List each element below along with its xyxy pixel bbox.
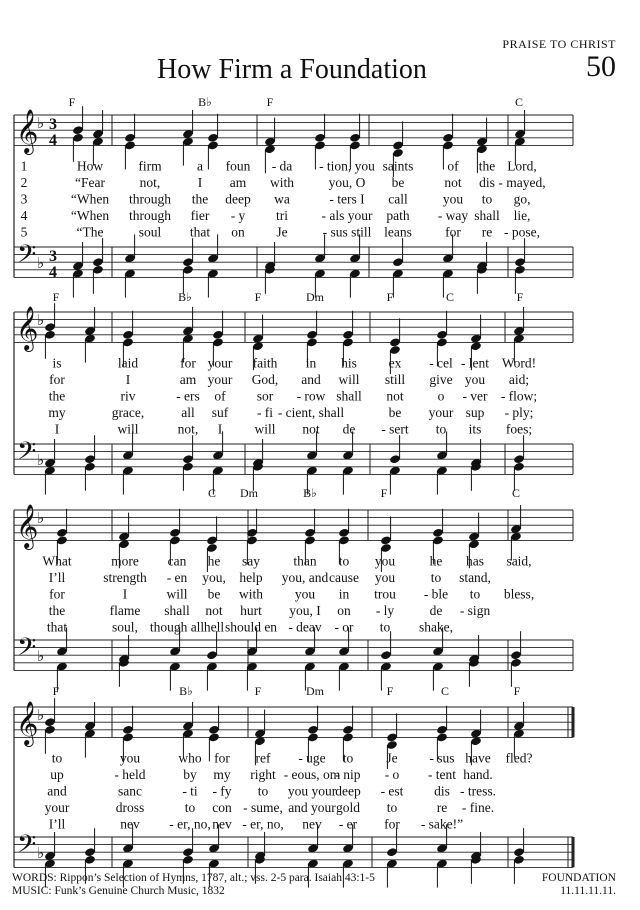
lyric-syllable: the xyxy=(478,158,496,174)
lyric-syllable: - ble xyxy=(423,586,449,602)
lyric-syllable: should en xyxy=(224,619,278,635)
lyric-syllable: will xyxy=(254,421,276,437)
lyric-syllable: - er, no, xyxy=(169,816,211,832)
lyric-syllable: be xyxy=(207,586,221,602)
treble-staff xyxy=(14,707,573,737)
lyric-syllable: o xyxy=(437,388,445,404)
lyric-syllable: saints xyxy=(382,158,414,174)
treble-clef-icon: 𝄞 xyxy=(16,306,39,350)
lyric-syllable: not xyxy=(205,602,223,618)
chord-symbol: Dm xyxy=(306,290,324,304)
chord-symbol: Dm xyxy=(240,486,258,500)
lyric-syllable: laid xyxy=(117,355,139,371)
lyric-syllable: aid; xyxy=(508,371,530,387)
lyric-syllable: for xyxy=(384,816,400,832)
lyric-syllable: the xyxy=(48,388,66,404)
lyric-syllable: that xyxy=(46,619,68,635)
bass-clef-icon: 𝄢 xyxy=(17,633,37,668)
lyric-syllable: - mayed, xyxy=(498,174,546,190)
lyric-syllable: con xyxy=(212,799,232,815)
lyric-syllable: - held xyxy=(114,766,146,782)
hymn-title: How Firm a Foundation xyxy=(157,54,427,85)
flat-icon: ♭ xyxy=(37,313,45,329)
lyric-syllable: the xyxy=(191,191,209,207)
lyric-syllable: you xyxy=(374,553,396,569)
bass-clef-icon: 𝄢 xyxy=(17,437,37,472)
chord-symbol: F xyxy=(52,684,60,698)
lyric-syllable: firm xyxy=(138,158,162,174)
lyric-syllable: Je xyxy=(386,750,398,766)
flat-icon: ♭ xyxy=(37,453,45,469)
lyric-syllable: - cel xyxy=(429,355,453,371)
lyric-syllable: of xyxy=(214,388,226,404)
lyric-syllable: - als your xyxy=(321,207,373,223)
lyric-syllable: have xyxy=(465,750,491,766)
lyric-syllable: I xyxy=(197,174,203,190)
chord-symbol: F xyxy=(513,684,521,698)
lyric-syllable: shall xyxy=(164,602,190,618)
lyric-syllable: faith xyxy=(252,355,278,371)
verse-number: 1 xyxy=(20,158,28,174)
lyric-syllable: with xyxy=(238,586,264,602)
hymn-category: PRAISE TO CHRIST xyxy=(502,37,616,51)
lyric-syllable: “The xyxy=(76,224,104,240)
lyric-syllable: - da xyxy=(271,158,293,174)
lyric-syllable: - sake!” xyxy=(420,816,464,832)
lyric-syllable: for xyxy=(49,371,65,387)
lyric-syllable: - er xyxy=(338,816,358,832)
lyric-syllable: - uge xyxy=(298,750,326,766)
lyric-syllable: you, O xyxy=(328,174,366,190)
lyric-syllable: path xyxy=(386,207,410,223)
lyric-syllable: who xyxy=(178,750,202,766)
lyric-syllable: ex xyxy=(388,355,402,371)
lyric-syllable: nev xyxy=(302,816,322,832)
lyric-syllable: - y xyxy=(230,207,246,223)
lyric-syllable: - cient, shall xyxy=(277,404,345,420)
treble-staff xyxy=(14,312,573,342)
lyric-syllable: be xyxy=(388,404,402,420)
lyric-syllable: up xyxy=(50,766,64,782)
chord-symbol: F xyxy=(68,95,76,109)
lyric-syllable: - sus still xyxy=(322,224,372,240)
lyric-syllable: - way xyxy=(437,207,469,223)
lyric-syllable: - sus xyxy=(429,750,455,766)
lyric-syllable: - eous, om xyxy=(283,766,341,782)
bass-staff xyxy=(14,640,573,670)
lyric-syllable: to xyxy=(51,750,63,766)
lyric-syllable: say xyxy=(242,553,260,569)
lyric-syllable: - tent xyxy=(427,766,457,782)
lyric-syllable: trou xyxy=(374,586,396,602)
chord-symbol: F xyxy=(254,290,262,304)
flat-icon: ♭ xyxy=(37,116,45,132)
flat-icon: ♭ xyxy=(37,846,45,862)
lyric-syllable: Word! xyxy=(501,355,537,371)
lyric-syllable: will xyxy=(166,586,188,602)
lyric-syllable: de xyxy=(342,421,356,437)
lyric-syllable: hurt xyxy=(240,602,262,618)
lyric-syllable: your xyxy=(207,355,233,371)
chord-symbol: B♭ xyxy=(303,486,317,500)
lyric-syllable: stand, xyxy=(459,569,491,585)
lyric-syllable: sup xyxy=(465,404,485,420)
lyric-syllable: I’ll xyxy=(48,569,66,585)
treble-clef-icon: 𝄞 xyxy=(16,109,39,153)
lyric-syllable: - er, no, xyxy=(242,816,284,832)
lyric-syllable: tri xyxy=(276,207,288,223)
lyric-syllable: - sign xyxy=(459,602,491,618)
chord-symbol: F xyxy=(52,290,60,304)
lyric-syllable: - lent xyxy=(460,355,490,371)
lyric-syllable: not xyxy=(386,388,404,404)
lyric-syllable: I xyxy=(125,371,131,387)
lyric-syllable: to xyxy=(430,569,442,585)
lyric-syllable: the xyxy=(48,602,66,618)
lyric-syllable: “Fear xyxy=(75,174,105,190)
flat-icon: ♭ xyxy=(37,708,45,724)
lyric-syllable: dross xyxy=(115,799,145,815)
lyric-syllable: give xyxy=(429,371,453,387)
lyric-syllable: - fine. xyxy=(461,799,495,815)
lyric-syllable: dis xyxy=(434,783,450,799)
lyric-syllable: foun xyxy=(225,158,251,174)
verse-number: 3 xyxy=(20,191,28,207)
lyric-syllable: fled? xyxy=(505,750,533,766)
lyric-syllable: for xyxy=(214,750,230,766)
lyric-syllable: help xyxy=(239,569,263,585)
lyric-syllable: to xyxy=(338,553,350,569)
bass-staff xyxy=(14,444,573,474)
lyric-syllable: - tress. xyxy=(460,783,496,799)
hymn-number: 50 xyxy=(586,50,616,83)
lyric-syllable: How xyxy=(76,158,104,174)
chord-symbol: F xyxy=(266,95,274,109)
lyric-syllable: - ers xyxy=(176,388,200,404)
lyric-syllable: I’ll xyxy=(48,816,66,832)
lyric-syllable: I xyxy=(122,586,128,602)
lyric-syllable: fier xyxy=(190,207,210,223)
words-credit: WORDS: Rippon’s Selection of Hymns, 1787, alt.; vss. 2-5 para. Isaiah 43:1-5 xyxy=(12,872,375,884)
lyric-syllable: not xyxy=(302,421,320,437)
lyric-syllable: shake, xyxy=(418,619,454,635)
lyric-syllable: dis xyxy=(479,174,495,190)
lyric-syllable: - ly xyxy=(375,602,395,618)
lyric-syllable: my xyxy=(213,766,231,782)
lyric-syllable: more xyxy=(111,553,139,569)
lyric-syllable: though all xyxy=(149,619,205,635)
chord-symbol: Dm xyxy=(306,684,324,698)
lyric-syllable: bless, xyxy=(503,586,535,602)
lyric-syllable: you, and xyxy=(281,569,329,585)
chord-symbol: C xyxy=(511,486,521,500)
lyric-syllable: - nip xyxy=(335,766,361,782)
lyric-syllable: gold xyxy=(335,799,361,815)
chord-symbol: F xyxy=(386,684,394,698)
lyric-syllable: for xyxy=(49,586,65,602)
lyric-syllable: he xyxy=(429,553,443,569)
lyric-syllable: than xyxy=(293,553,317,569)
lyric-syllable: your xyxy=(207,371,233,387)
lyric-syllable: am xyxy=(179,371,197,387)
lyric-syllable: am xyxy=(229,174,247,190)
lyric-syllable: and xyxy=(47,783,67,799)
lyric-syllable: re xyxy=(481,224,493,240)
lyric-syllable: - or xyxy=(334,619,354,635)
lyric-syllable: - fy xyxy=(212,783,232,799)
lyric-syllable: in xyxy=(338,586,350,602)
lyric-syllable: you xyxy=(464,371,486,387)
lyric-syllable: Je xyxy=(276,224,288,240)
lyric-syllable: - fi xyxy=(256,404,274,420)
lyric-syllable: not, xyxy=(139,174,161,190)
lyric-syllable: I xyxy=(54,421,60,437)
flat-icon: ♭ xyxy=(37,649,45,665)
lyric-syllable: strength xyxy=(103,569,147,585)
lyric-syllable: - est xyxy=(380,783,404,799)
lyric-syllable: - sert xyxy=(381,421,409,437)
lyric-syllable: and xyxy=(301,371,321,387)
lyric-syllable: can xyxy=(167,553,187,569)
lyric-syllable: to xyxy=(257,783,269,799)
time-signature-top: 3 xyxy=(49,116,57,133)
lyric-syllable: for xyxy=(180,355,196,371)
lyric-syllable: with xyxy=(269,174,295,190)
lyric-syllable: to xyxy=(481,191,493,207)
lyric-syllable: in xyxy=(305,355,317,371)
lyric-syllable: you xyxy=(119,750,141,766)
lyric-syllable: soul, xyxy=(112,619,138,635)
lyric-syllable: on xyxy=(337,602,351,618)
chord-symbol: C xyxy=(440,684,450,698)
lyric-syllable: flame xyxy=(109,602,141,618)
chord-symbol: B♭ xyxy=(179,684,193,698)
lyric-syllable: to xyxy=(342,750,354,766)
music-credit: MUSIC: Funk’s Genuine Church Music, 1832 xyxy=(12,885,225,897)
lyric-syllable: suf xyxy=(211,404,229,420)
lyric-syllable: you, xyxy=(202,569,226,585)
meter: 11.11.11.11. xyxy=(560,885,616,897)
lyric-syllable: to xyxy=(184,799,196,815)
lyric-syllable: “When xyxy=(70,207,110,223)
lyric-syllable: - deav xyxy=(288,619,322,635)
lyric-syllable: said, xyxy=(506,553,532,569)
treble-clef-icon: 𝄞 xyxy=(16,701,39,745)
lyric-syllable: hand. xyxy=(463,766,493,782)
verse-number: 4 xyxy=(20,207,28,223)
treble-staff xyxy=(14,510,573,540)
lyric-syllable: for xyxy=(445,224,461,240)
lyric-syllable: deep xyxy=(335,783,361,799)
lyric-syllable: God, xyxy=(251,371,279,387)
lyric-syllable: you xyxy=(294,586,316,602)
lyric-syllable: to xyxy=(379,619,391,635)
lyric-syllable: a xyxy=(197,158,203,174)
lyric-syllable: - row xyxy=(296,388,326,404)
lyric-syllable: your xyxy=(428,404,454,420)
lyric-syllable: riv xyxy=(120,388,136,404)
lyric-syllable: wa xyxy=(274,191,290,207)
lyric-syllable: sanc xyxy=(118,783,142,799)
time-signature-top: 3 xyxy=(49,248,57,265)
lyric-syllable: - tion, you xyxy=(319,158,375,174)
lyric-syllable: - ply; xyxy=(504,404,534,420)
time-signature-bottom: 4 xyxy=(49,132,57,149)
lyric-syllable: you your xyxy=(287,783,337,799)
lyric-syllable: and your xyxy=(288,799,336,815)
lyric-syllable: foes; xyxy=(505,421,533,437)
lyric-syllable: his xyxy=(341,355,357,371)
treble-clef-icon: 𝄞 xyxy=(16,504,39,548)
lyric-syllable: nev xyxy=(120,816,140,832)
lyric-syllable: your xyxy=(44,799,70,815)
lyric-syllable: call xyxy=(388,191,408,207)
lyric-syllable: hell xyxy=(203,619,225,635)
tune-name: FOUNDATION xyxy=(541,872,616,884)
chord-symbol: C xyxy=(514,95,524,109)
lyric-syllable: to xyxy=(469,586,481,602)
lyric-syllable: go, xyxy=(513,191,531,207)
lyric-syllable: is xyxy=(52,355,62,371)
lyric-syllable: still xyxy=(384,371,406,387)
chord-symbol: C xyxy=(207,486,217,500)
flat-icon: ♭ xyxy=(37,256,45,272)
lyric-syllable: - o xyxy=(384,766,400,782)
lyric-syllable: through xyxy=(129,191,171,207)
lyric-syllable: “When xyxy=(70,191,110,207)
lyric-syllable: to xyxy=(435,421,447,437)
lyric-syllable: sor xyxy=(256,388,274,404)
chord-symbol: F xyxy=(254,684,262,698)
lyric-syllable: - pose, xyxy=(504,224,540,240)
chord-symbol: F xyxy=(386,290,394,304)
lyric-syllable: my xyxy=(48,404,66,420)
lyric-syllable: I xyxy=(217,421,223,437)
lyric-syllable: on xyxy=(231,224,245,240)
lyric-syllable: grace, xyxy=(111,404,145,420)
lyric-syllable: you xyxy=(442,191,464,207)
lyric-syllable: leans xyxy=(384,224,412,240)
lyric-syllable: soul xyxy=(138,224,162,240)
lyric-syllable: - ver xyxy=(462,388,488,404)
chord-symbol: B♭ xyxy=(178,290,192,304)
chord-symbol: F xyxy=(380,486,388,500)
lyric-syllable: will xyxy=(338,371,360,387)
lyric-syllable: that xyxy=(189,224,211,240)
lyric-syllable: - flow; xyxy=(500,388,538,404)
lyric-syllable: de xyxy=(429,602,443,618)
lyric-syllable: - ti xyxy=(182,783,198,799)
chord-symbol: F xyxy=(516,290,524,304)
lyric-syllable: to xyxy=(386,799,398,815)
lyric-syllable: ref xyxy=(255,750,271,766)
lyric-syllable: through xyxy=(129,207,171,223)
chord-symbol: B♭ xyxy=(198,95,212,109)
chord-symbol: C xyxy=(445,290,455,304)
lyric-syllable: - ters I xyxy=(329,191,365,207)
bass-staff xyxy=(14,837,573,867)
lyric-syllable: right xyxy=(250,766,276,782)
lyric-syllable: deep xyxy=(225,191,251,207)
lyric-syllable: Lord, xyxy=(507,158,537,174)
lyric-syllable: has xyxy=(466,553,484,569)
lyric-syllable: - sume, xyxy=(243,799,283,815)
lyric-syllable: he xyxy=(207,553,221,569)
lyric-syllable: nev xyxy=(212,816,232,832)
lyric-syllable: you xyxy=(374,569,396,585)
flat-icon: ♭ xyxy=(37,511,45,527)
lyric-syllable: you, I xyxy=(289,602,321,618)
lyric-syllable: will xyxy=(117,421,139,437)
lyric-syllable: re xyxy=(436,799,448,815)
lyric-syllable: cause xyxy=(329,569,359,585)
lyric-syllable: shall xyxy=(336,388,362,404)
verse-number: 2 xyxy=(20,174,28,190)
verse-number: 5 xyxy=(20,224,28,240)
lyric-syllable: shall xyxy=(474,207,500,223)
time-signature-bottom: 4 xyxy=(49,264,57,281)
lyric-syllable: by xyxy=(183,766,197,782)
lyric-syllable: not xyxy=(444,174,462,190)
lyric-syllable: - en xyxy=(166,569,188,585)
lyric-syllable: lie, xyxy=(513,207,531,223)
lyric-syllable: not, xyxy=(177,421,199,437)
lyric-syllable: all xyxy=(181,404,195,420)
lyric-syllable: What xyxy=(42,553,72,569)
lyric-syllable: of xyxy=(447,158,459,174)
lyric-syllable: its xyxy=(468,421,482,437)
lyric-syllable: be xyxy=(391,174,405,190)
bass-clef-icon: 𝄢 xyxy=(17,240,37,275)
bass-clef-icon: 𝄢 xyxy=(17,830,37,865)
